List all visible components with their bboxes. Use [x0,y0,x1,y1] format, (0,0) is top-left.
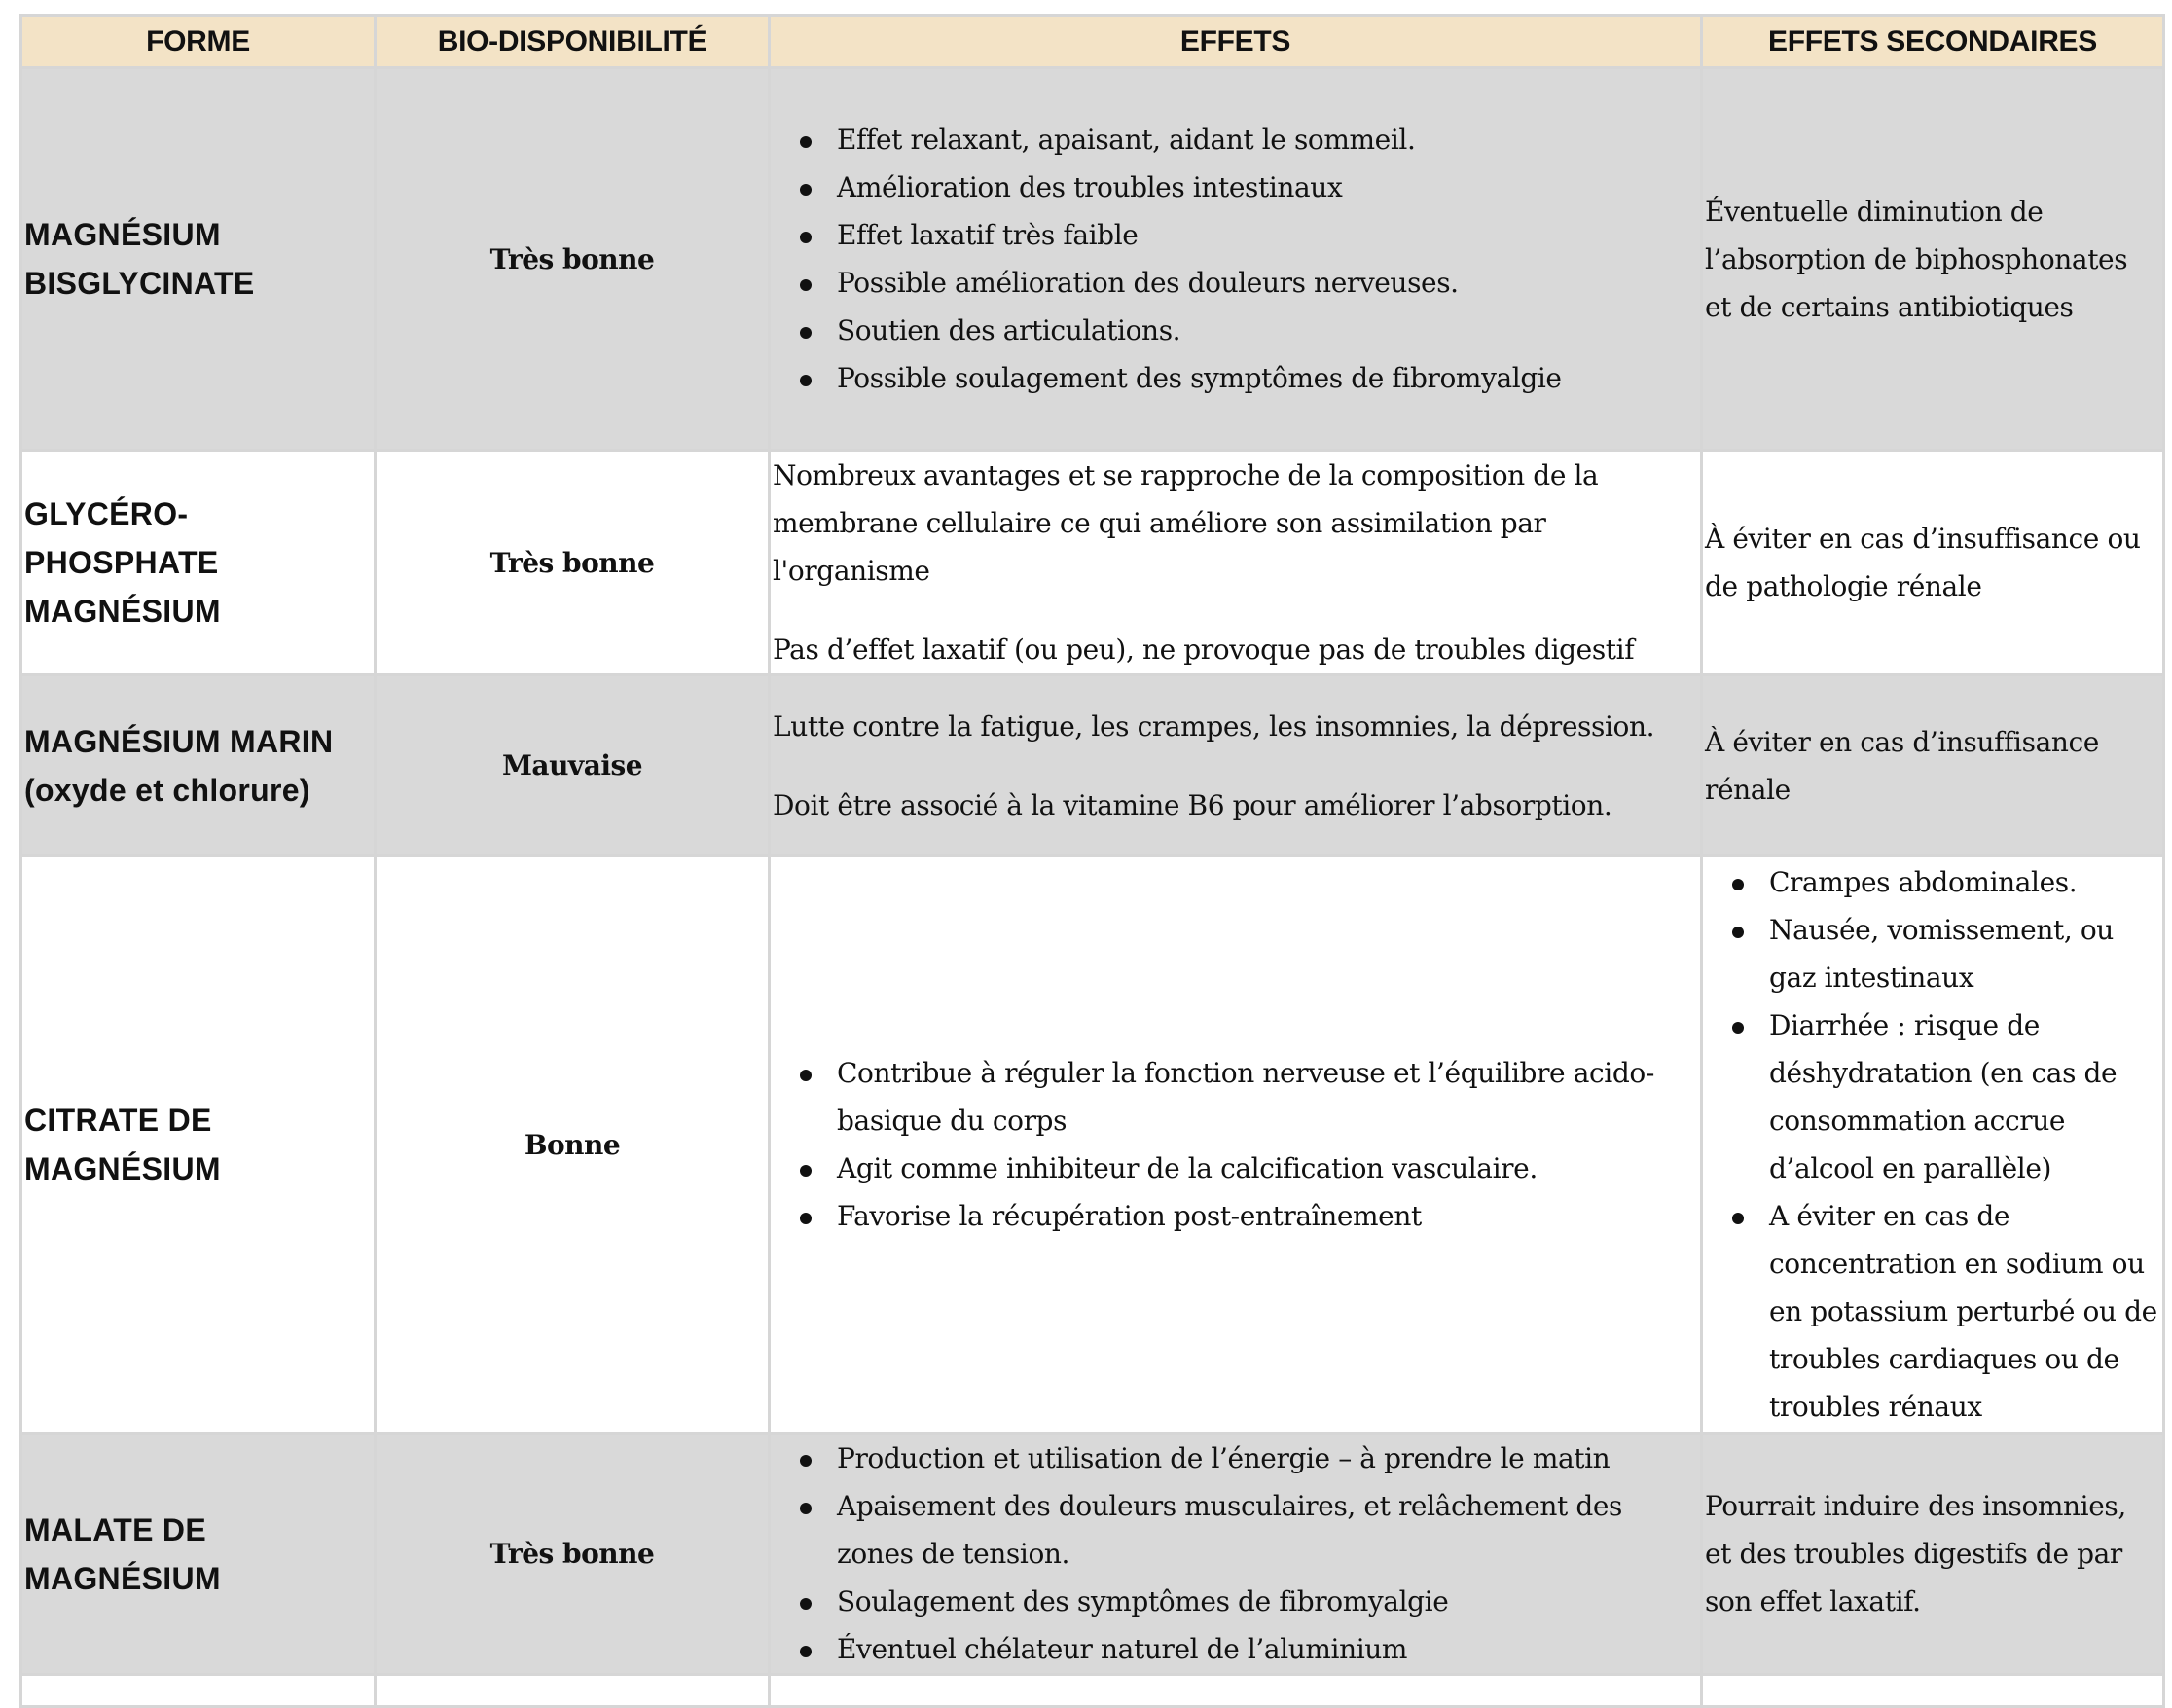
magnesium-forms-table [19,14,2165,1708]
list-item: A éviter en cas de concentration en sodium ou en potassium perturbé ou de troubles cardiaques ou de troubles rénaux [1705,1192,2160,1431]
bio-cell: Bonne [376,856,770,1434]
effets-paragraph: Pas d’effet laxatif (ou peu), ne provoque pas de troubles digestif [773,634,1635,666]
list-item: Possible amélioration des douleurs nerveuses. [773,259,1698,307]
forme-line: MALATE DE [24,1511,206,1547]
list-item: Soulagement des symptômes de fibromyalgie [773,1578,1698,1625]
list-item: Favorise la récupération post-entraînement [773,1192,1698,1240]
list-item: Production et utilisation de l’énergie – à prendre le matin [773,1435,1698,1482]
header-bio-disponibilite: BIO-DISPONIBILITÉ [376,16,770,68]
list-item: Apaisement des douleurs musculaires, et relâchement des zones de tension. [773,1482,1698,1578]
empty-cell [21,1675,376,1707]
forme-cell [21,856,376,1434]
bio-cell: Très bonne [376,68,770,451]
effets-paragraph: Lutte contre la fatigue, les crampes, les insomnies, la dépression. [773,709,1655,743]
forme-line: BISGLYCINATE [24,266,255,301]
table-row-cutoff [21,1675,2164,1707]
effets-cell [770,856,1702,1434]
forme-cell [21,451,376,675]
secondaires-cell [1702,856,2164,1434]
bio-cell: Mauvaise [376,675,770,856]
list-item: Diarrhée : risque de déshydratation (en cas de consommation accrue d’alcool en parallèle) [1705,1001,2160,1192]
empty-cell [376,1675,770,1707]
empty-cell [770,1675,1702,1707]
forme-line: CITRATE DE [24,1103,212,1138]
list-item: Contribue à réguler la fonction nerveuse et l’équilibre acido-basique du corps [773,1049,1698,1145]
forme-cell [21,675,376,856]
forme-cell [21,68,376,451]
header-effets: EFFETS [770,16,1702,68]
forme-line: PHOSPHATE [24,545,219,580]
forme-line: MAGNÉSIUM MARIN [24,723,334,759]
table-row-marin [21,675,2164,856]
effets-paragraph: Doit être associé à la vitamine B6 pour améliorer l’absorption. [773,788,1612,821]
bio-cell: Très bonne [376,451,770,675]
list-item: Soutien des articulations. [773,307,1698,354]
header-forme: FORME [21,16,376,68]
effets-list [773,116,1698,402]
list-item: Effet relaxant, apaisant, aidant le sommeil. [773,116,1698,164]
secondaires-list [1705,858,2160,1431]
forme-line: MAGNÉSIUM [24,1151,221,1186]
list-item: Éventuel chélateur naturel de l’aluminium [773,1625,1698,1673]
table-row-malate [21,1434,2164,1675]
forme-cell [21,1434,376,1675]
table-row-bisglycinate [21,68,2164,451]
effets-cell [770,451,1702,675]
secondaires-cell: À éviter en cas d’insuffisance rénale [1702,675,2164,856]
list-item: Effet laxatif très faible [773,211,1698,259]
empty-cell [1702,1675,2164,1707]
bio-cell: Très bonne [376,1434,770,1675]
forme-line: MAGNÉSIUM [24,594,221,629]
forme-line: MAGNÉSIUM [24,1560,221,1596]
list-item: Nausée, vomissement, ou gaz intestinaux [1705,906,2160,1001]
list-item: Possible soulagement des symptômes de fibromyalgie [773,354,1698,402]
effets-cell [770,675,1702,856]
effets-cell [770,1434,1702,1675]
table-row-glycerophosphate [21,451,2164,675]
list-item: Amélioration des troubles intestinaux [773,164,1698,211]
header-effets-secondaires: EFFETS SECONDAIRES [1702,16,2164,68]
header-row [21,16,2164,68]
effets-list [773,1435,1698,1673]
forme-line: MAGNÉSIUM [24,217,221,252]
secondaires-cell: Pourrait induire des insomnies, et des troubles digestifs de par son effet laxatif. [1702,1434,2164,1675]
list-item: Agit comme inhibiteur de la calcification vasculaire. [773,1145,1698,1192]
forme-line: (oxyde et chlorure) [24,772,310,808]
list-item: Crampes abdominales. [1705,858,2160,906]
secondaires-cell: Éventuelle diminution de l’absorption de biphosphonates et de certains antibiotiques [1702,68,2164,451]
effets-cell [770,68,1702,451]
secondaires-cell: À éviter en cas d’insuffisance ou de pathologie rénale [1702,451,2164,675]
forme-line: GLYCÉRO- [24,496,189,531]
effets-paragraph: Nombreux avantages et se rapproche de la composition de la membrane cellulaire ce qui améliore son assimilation par l'organisme [773,459,1599,587]
effets-list [773,1049,1698,1240]
table-row-citrate [21,856,2164,1434]
